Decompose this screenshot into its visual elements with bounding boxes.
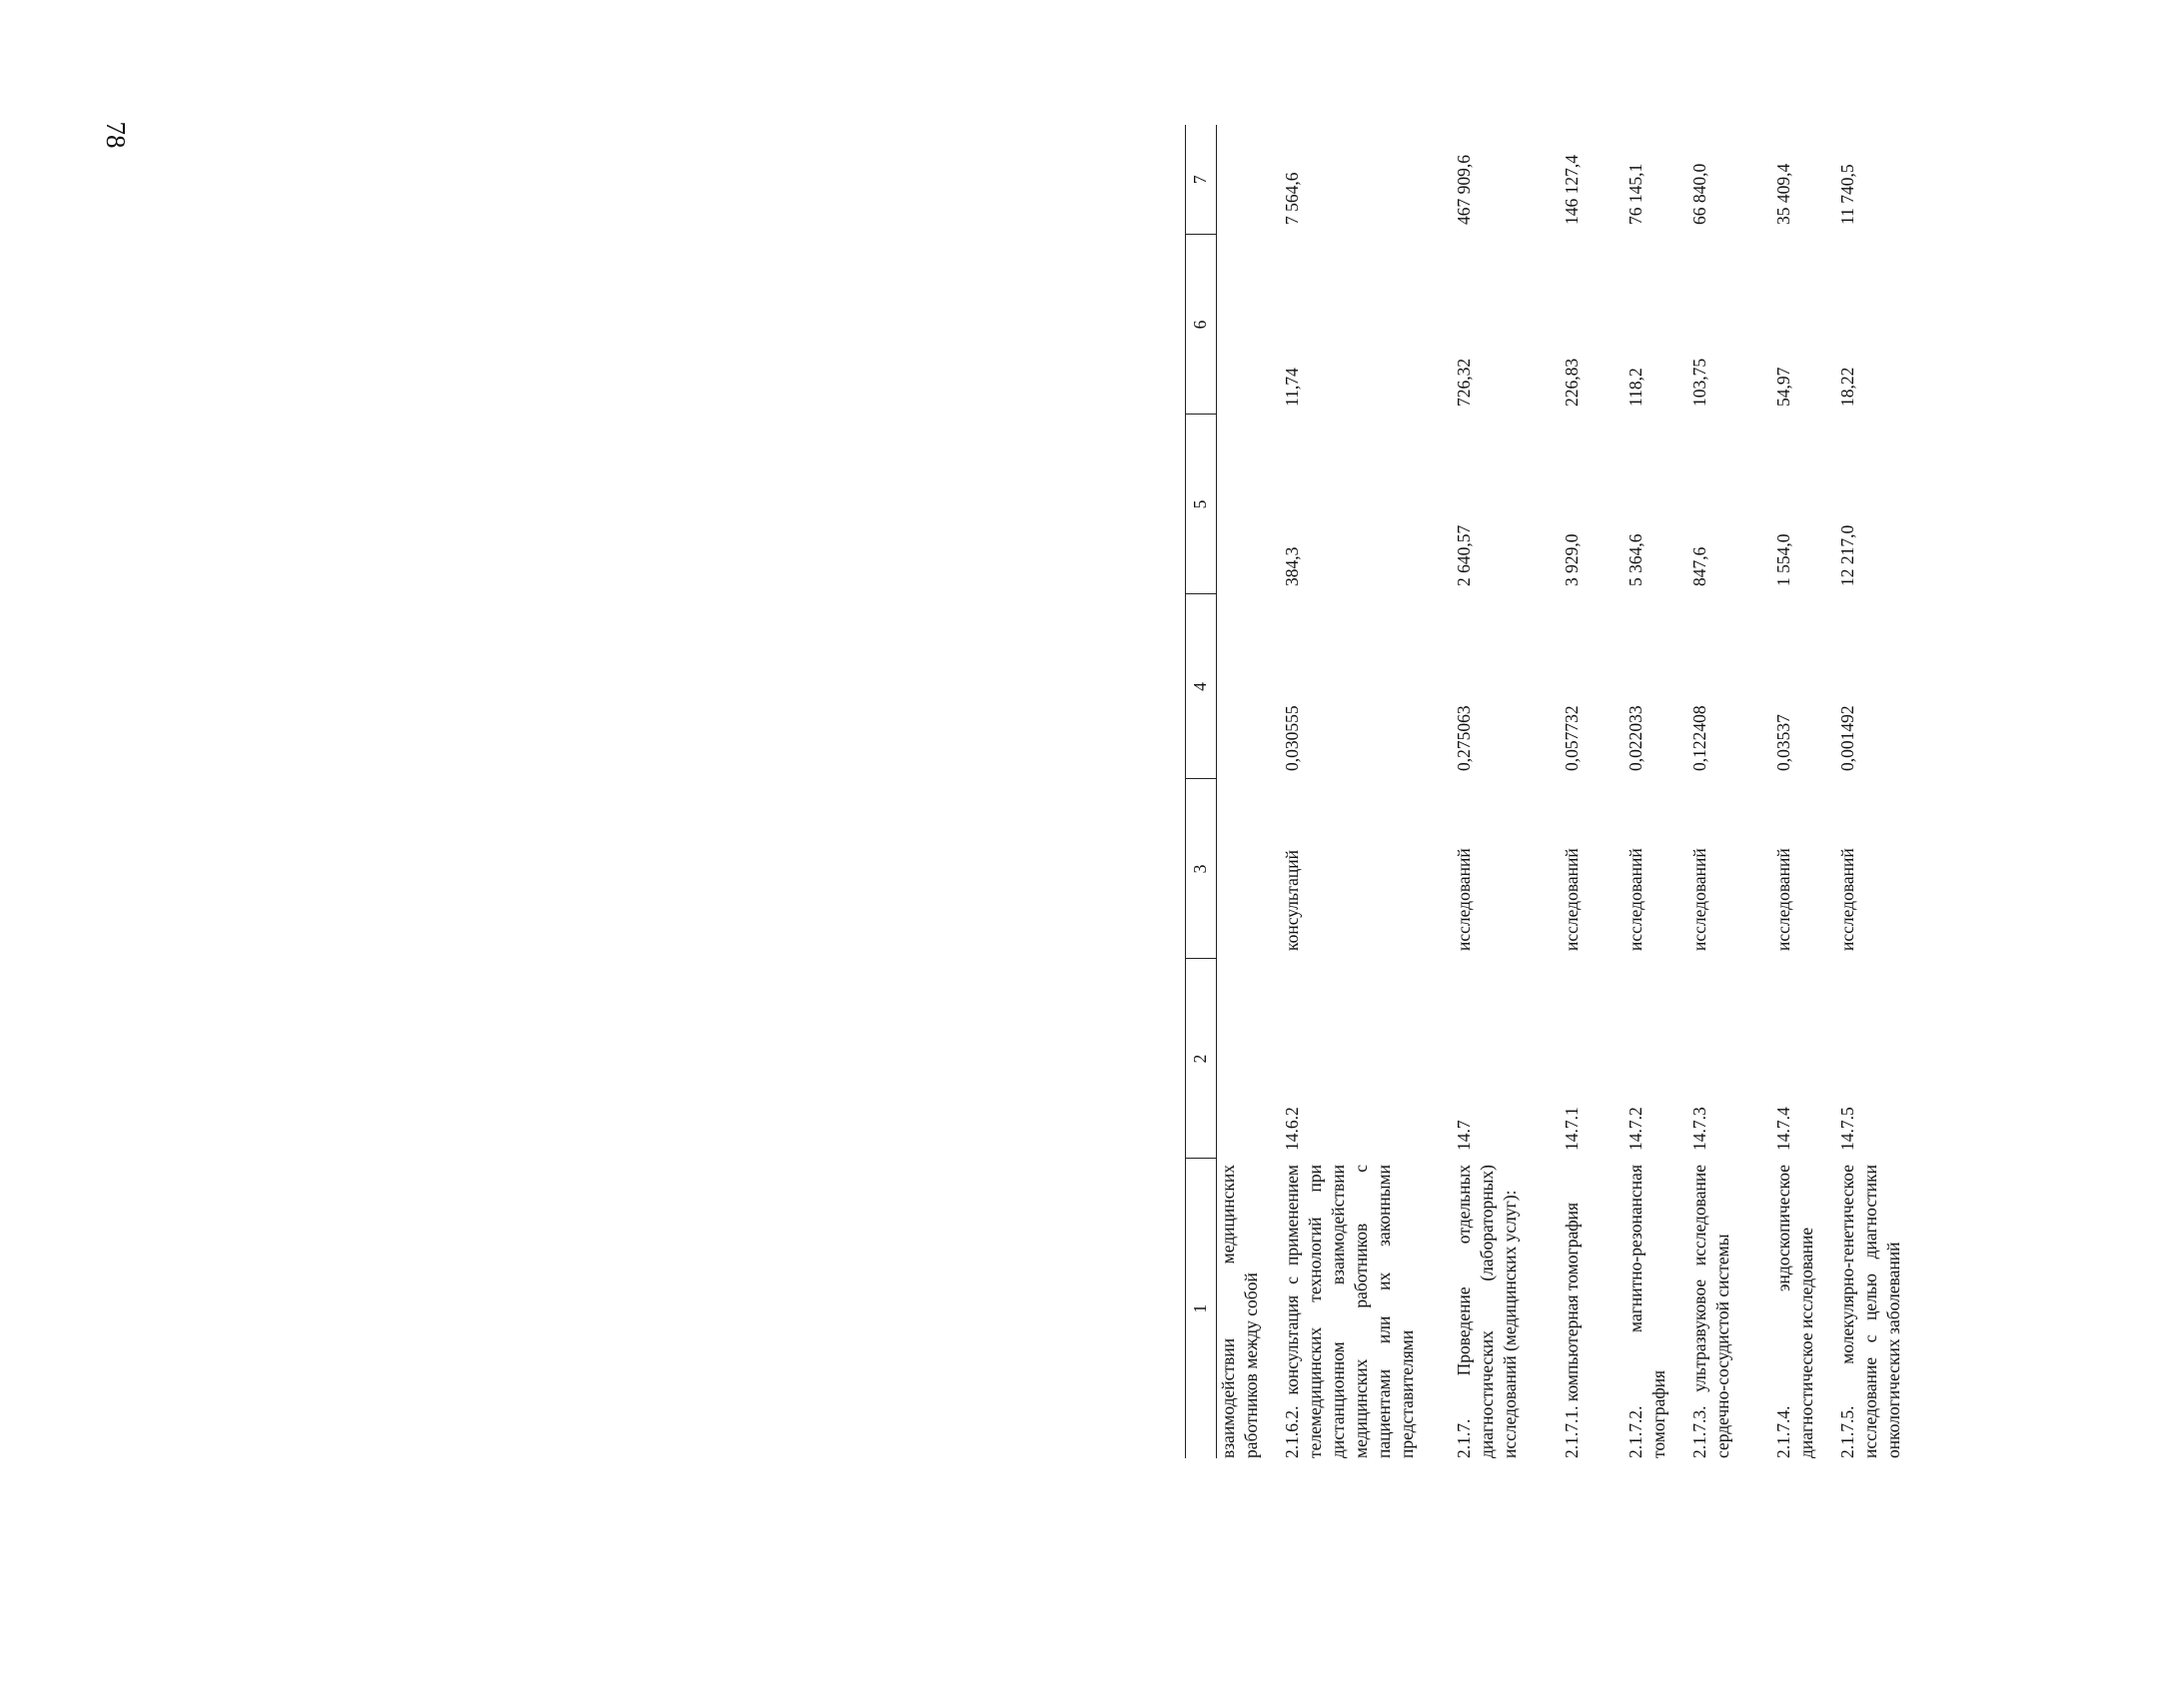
row-col-7: 7 564,6 xyxy=(1282,172,1302,225)
row-code: 14.7 xyxy=(1454,1120,1474,1151)
row-unit: исследований xyxy=(1454,848,1474,951)
row-code xyxy=(1217,959,1282,1159)
row-col-6 xyxy=(1217,235,1282,415)
table-body xyxy=(1217,125,1937,1458)
row-name: 2.1.7.1. компьютерная томография xyxy=(1562,1203,1582,1458)
row-col-6: 54,97 xyxy=(1773,367,1793,407)
row-col-6: 118,2 xyxy=(1626,368,1645,407)
row-name: 2.1.7. Проведение отдельных диагностических (лабораторных) исследований (медицинских услуг): xyxy=(1454,1165,1521,1458)
row-col-5: 1 554,0 xyxy=(1773,533,1793,586)
row-col-7 xyxy=(1217,125,1282,235)
header-col-7: 7 xyxy=(1186,125,1217,235)
table-row xyxy=(1836,125,1936,1458)
row-col-7: 11 740,5 xyxy=(1837,164,1857,225)
table-row xyxy=(1688,125,1772,1458)
row-col-5: 2 640,57 xyxy=(1454,524,1474,586)
row-code: 14.7.1 xyxy=(1562,1107,1582,1151)
table-row xyxy=(1772,125,1836,1458)
row-col-4: 0,022033 xyxy=(1626,705,1645,771)
row-unit: исследований xyxy=(1562,848,1582,951)
row-name: взаимодействии медицинских работников между собой xyxy=(1218,1165,1262,1458)
header-row xyxy=(1186,125,1217,1458)
row-unit xyxy=(1217,779,1282,959)
row-col-4: 0,001492 xyxy=(1837,705,1857,771)
row-col-5: 384,3 xyxy=(1282,546,1302,586)
row-col-6: 726,32 xyxy=(1454,358,1474,407)
row-col-4: 0,03537 xyxy=(1773,714,1793,771)
table-row xyxy=(1217,125,1282,1458)
row-unit: исследований xyxy=(1837,848,1857,951)
row-col-5: 5 364,6 xyxy=(1626,533,1645,586)
row-col-5: 3 929,0 xyxy=(1562,533,1582,586)
row-name: 2.1.6.2. консультация с применением телемедицинских технологий при дистанционном взаимодействии медицинских работников с пациентами или их законными представителями xyxy=(1282,1165,1418,1458)
table-header xyxy=(1186,125,1217,1458)
row-col-7: 76 145,1 xyxy=(1626,163,1645,225)
header-col-2: 2 xyxy=(1186,959,1217,1159)
row-name: 2.1.7.3. ультразвуковое исследование сердечно-сосудистой системы xyxy=(1689,1165,1733,1458)
row-code: 14.7.4 xyxy=(1773,1107,1793,1151)
row-unit: консультаций xyxy=(1282,849,1302,951)
row-col-7: 66 840,0 xyxy=(1689,163,1709,225)
table-row xyxy=(1453,125,1561,1458)
row-unit: исследований xyxy=(1773,848,1793,951)
row-unit: исследований xyxy=(1626,848,1645,951)
row-col-4 xyxy=(1217,594,1282,779)
row-name: 2.1.7.4. эндоскопическое диагностическое исследование xyxy=(1773,1165,1817,1458)
row-col-5 xyxy=(1217,415,1282,594)
row-col-7: 35 409,4 xyxy=(1773,163,1793,225)
rotated-table-container xyxy=(1185,125,2184,1458)
row-col-6: 226,83 xyxy=(1562,358,1582,407)
row-col-4: 0,057732 xyxy=(1562,705,1582,771)
row-code: 14.6.2 xyxy=(1282,1107,1302,1151)
row-code: 14.7.5 xyxy=(1837,1107,1857,1151)
header-col-6: 6 xyxy=(1186,235,1217,415)
row-name: 2.1.7.5. молекулярно-генетическое исследование с целью диагностики онкологических заболеваний xyxy=(1837,1165,1904,1458)
row-unit: исследований xyxy=(1689,848,1709,951)
row-col-5: 12 217,0 xyxy=(1837,524,1857,586)
row-col-4: 0,275063 xyxy=(1454,705,1474,771)
row-col-7: 467 909,6 xyxy=(1454,155,1474,225)
row-col-6: 18,22 xyxy=(1837,367,1857,407)
page-number: 78 xyxy=(101,121,131,149)
row-col-6: 11,74 xyxy=(1282,368,1302,407)
row-col-7: 146 127,4 xyxy=(1562,155,1582,225)
row-col-4: 0,030555 xyxy=(1282,705,1302,771)
header-col-4: 4 xyxy=(1186,594,1217,779)
table-row xyxy=(1561,125,1625,1458)
row-col-5: 847,6 xyxy=(1689,546,1709,586)
row-col-4: 0,122408 xyxy=(1689,705,1709,771)
header-col-3: 3 xyxy=(1186,779,1217,959)
row-name: 2.1.7.2. магнитно-резонансная томография xyxy=(1626,1165,1669,1458)
header-col-1: 1 xyxy=(1186,1159,1217,1458)
row-code: 14.7.3 xyxy=(1689,1107,1709,1151)
table-row xyxy=(1281,125,1453,1458)
row-code: 14.7.2 xyxy=(1626,1107,1645,1151)
header-col-5: 5 xyxy=(1186,415,1217,594)
row-col-6: 103,75 xyxy=(1689,358,1709,407)
table-row xyxy=(1625,125,1688,1458)
data-table xyxy=(1185,125,1936,1458)
